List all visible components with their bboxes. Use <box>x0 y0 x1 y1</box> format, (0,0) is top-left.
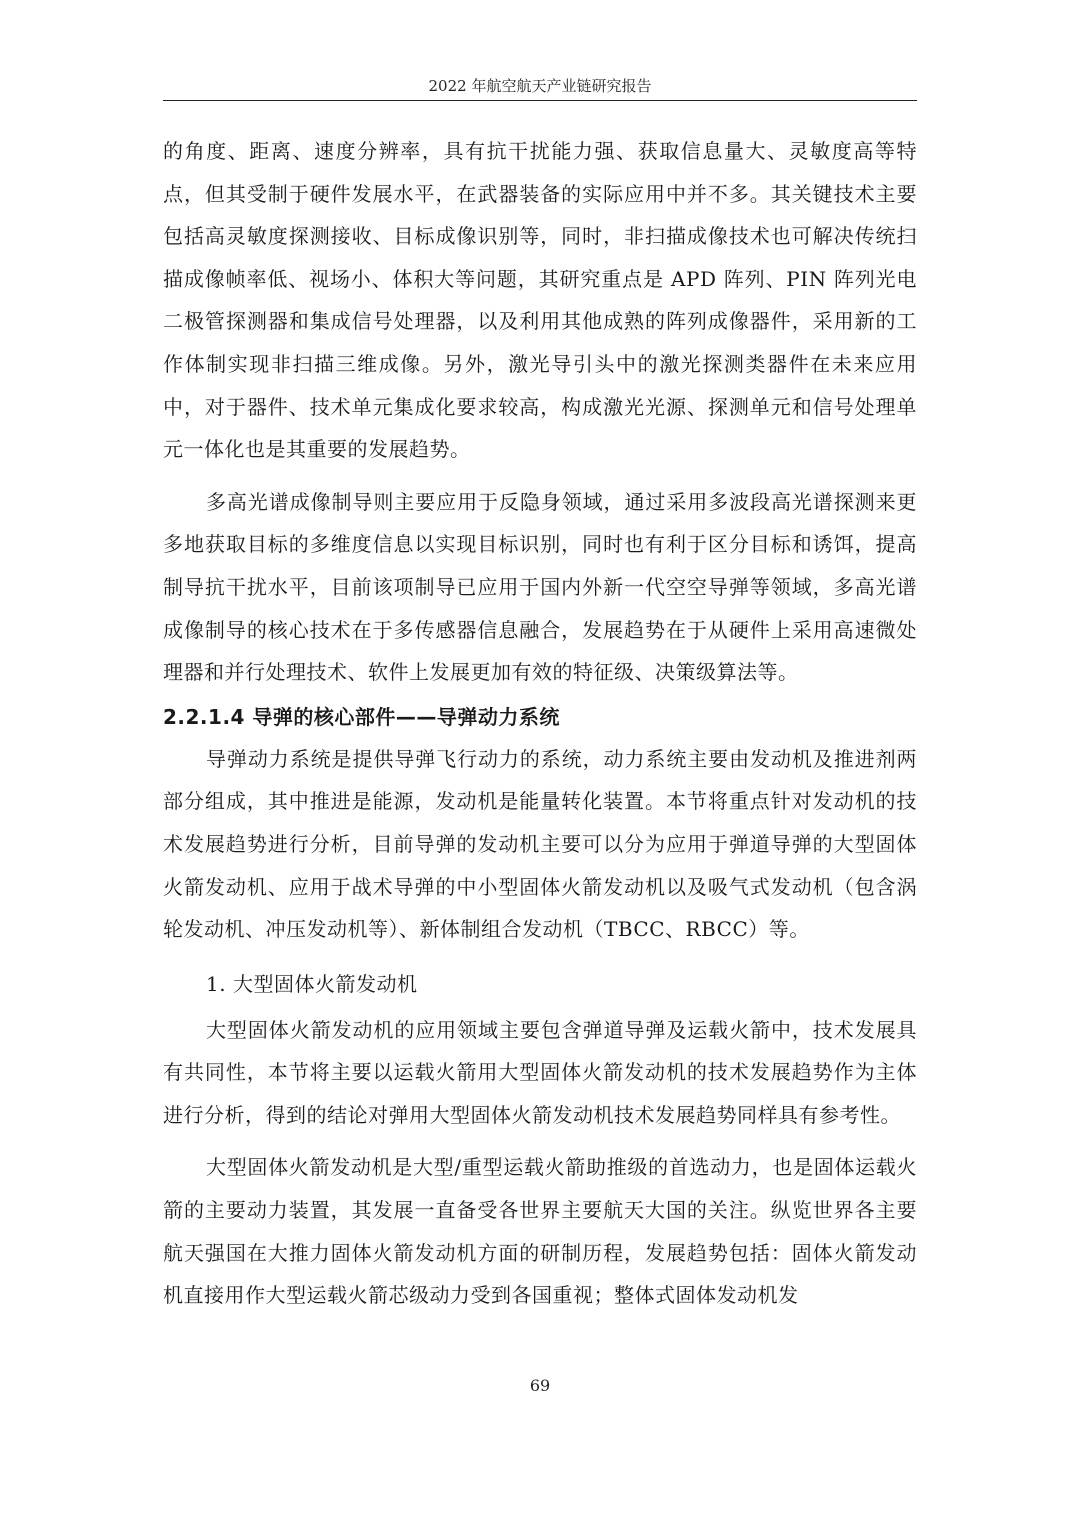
section-heading: 2.2.1.4 导弹的核心部件——导弹动力系统 <box>163 704 560 729</box>
paragraph-3: 导弹动力系统是提供导弹飞行动力的系统，动力系统主要由发动机及推进剂两部分组成，其中推进是能源，发动机是能量转化装置。本节将重点针对发动机的技术发展趋势进行分析，目前导弹的发动机主要可以分为应用于弹道导弹的大型固体火箭发动机、应用于战术导弹的中小型固体火箭发动机以及吸气式发动机（包含涡轮发动机、冲压发动机等）、新体制组合发动机（TBCC、RBCC）等。 <box>163 746 917 942</box>
page-body <box>163 130 917 1317</box>
paragraph-5: 大型固体火箭发动机是大型/重型运载火箭助推级的首选动力，也是固体运载火箭的主要动力装置，其发展一直备受各世界主要航天大国的关注。纵览世界各主要航天强国在大推力固体火箭发动机方面的研制历程，发展趋势包括：固体火箭发动机直接用作大型运载火箭芯级动力受到各国重视；整体式固体发动机发 <box>163 1155 917 1308</box>
paragraph-2: 多高光谱成像制导则主要应用于反隐身领域，通过采用多波段高光谱探测来更多地获取目标的多维度信息以实现目标识别，同时也有利于区分目标和诱饵，提高制导抗干扰水平，目前该项制导已应用于国内外新一代空空导弹等领域，多高光谱成像制导的核心技术在于多传感器信息融合，发展趋势在于从硬件上采用高速微处理器和并行处理技术、软件上发展更加有效的特征级、决策级算法等。 <box>163 489 917 685</box>
header-rule <box>163 100 917 101</box>
list-item-1: 1. 大型固体火箭发动机 <box>206 971 418 996</box>
paragraph-1: 的角度、距离、速度分辨率，具有抗干扰能力强、获取信息量大、灵敏度高等特点，但其受制于硬件发展水平，在武器装备的实际应用中并不多。其关键技术主要包括高灵敏度探测接收、目标成像识别等，同时，非扫描成像技术也可解决传统扫描成像帧率低、视场小、体积大等问题，其研究重点是 APD 阵列、PIN 阵列光电二极管探测器和集成信号处理器，以及利用其他成熟的阵列成像器件，采用新的工作体制实现非扫描三维成像。另外，激光导引头中的激光探测类器件在未来应用中，对于器件、技术单元集成化要求较高，构成激光光源、探测单元和信号处理单元一体化也是其重要的发展趋势。 <box>163 139 917 462</box>
page-number: 69 <box>529 1376 551 1395</box>
running-header: 2022 年航空航天产业链研究报告 <box>428 77 652 95</box>
paragraph-4: 大型固体火箭发动机的应用领域主要包含弹道导弹及运载火箭中，技术发展具有共同性，本节将主要以运载火箭用大型固体火箭发动机的技术发展趋势作为主体进行分析，得到的结论对弹用大型固体火箭发动机技术发展趋势同样具有参考性。 <box>163 1017 917 1127</box>
